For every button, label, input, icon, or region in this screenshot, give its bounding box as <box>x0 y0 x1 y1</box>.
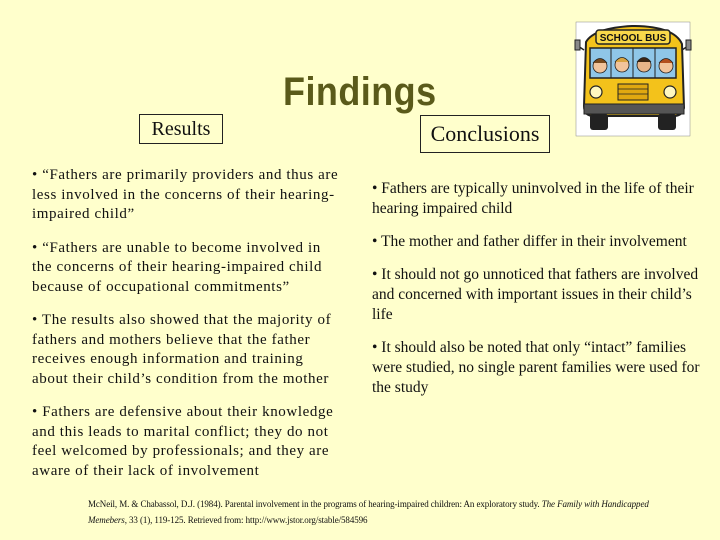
results-item: • “Fathers are unable to become involved in the concerns of their hearing-impaired child because of occupational commitments” <box>32 239 323 295</box>
citation-details: , 33 (1), 119-125. Retrieved from: http://www.jstor.org/stable/584596 <box>124 515 368 525</box>
results-label: Results <box>139 114 223 144</box>
bus-sign-text: SCHOOL BUS <box>599 33 667 44</box>
conclusions-list <box>372 179 712 411</box>
citation-journal: The Family with Handicapped Memebers <box>88 499 649 525</box>
conclusions-item: • It should also be noted that only “intact” families were studied, no single parent families were used for the study <box>372 339 700 396</box>
conclusions-item: • The mother and father differ in their involvement <box>372 233 687 250</box>
results-item: • Fathers are defensive about their knowledge and this leads to marital conflict; they do not feel welcomed by professionals; and they are aware of their lack of involvement <box>32 404 334 479</box>
slide-title: Findings <box>283 70 437 114</box>
conclusions-item: • Fathers are typically uninvolved in the life of their hearing impaired child <box>372 180 694 217</box>
results-item: • “Fathers are primarily providers and thus are less involved in the concerns of their hearing-impaired child” <box>32 167 339 222</box>
citation <box>88 496 688 528</box>
conclusions-label: Conclusions <box>420 115 550 153</box>
results-item: • The results also showed that the majority of fathers and mothers believe that the father receives enough information and training about their child’s condition from the mother <box>32 312 332 387</box>
conclusions-item: • It should not go unnoticed that fathers are involved and concerned with important issues in their child’s life <box>372 266 699 323</box>
citation-authors: McNeil, M. & Chabassol, D.J. (1984). Parental involvement in the programs of hearing-impaired children: An exploratory study. <box>88 499 542 509</box>
results-list <box>32 166 342 495</box>
school-bus-clipart <box>574 20 692 138</box>
